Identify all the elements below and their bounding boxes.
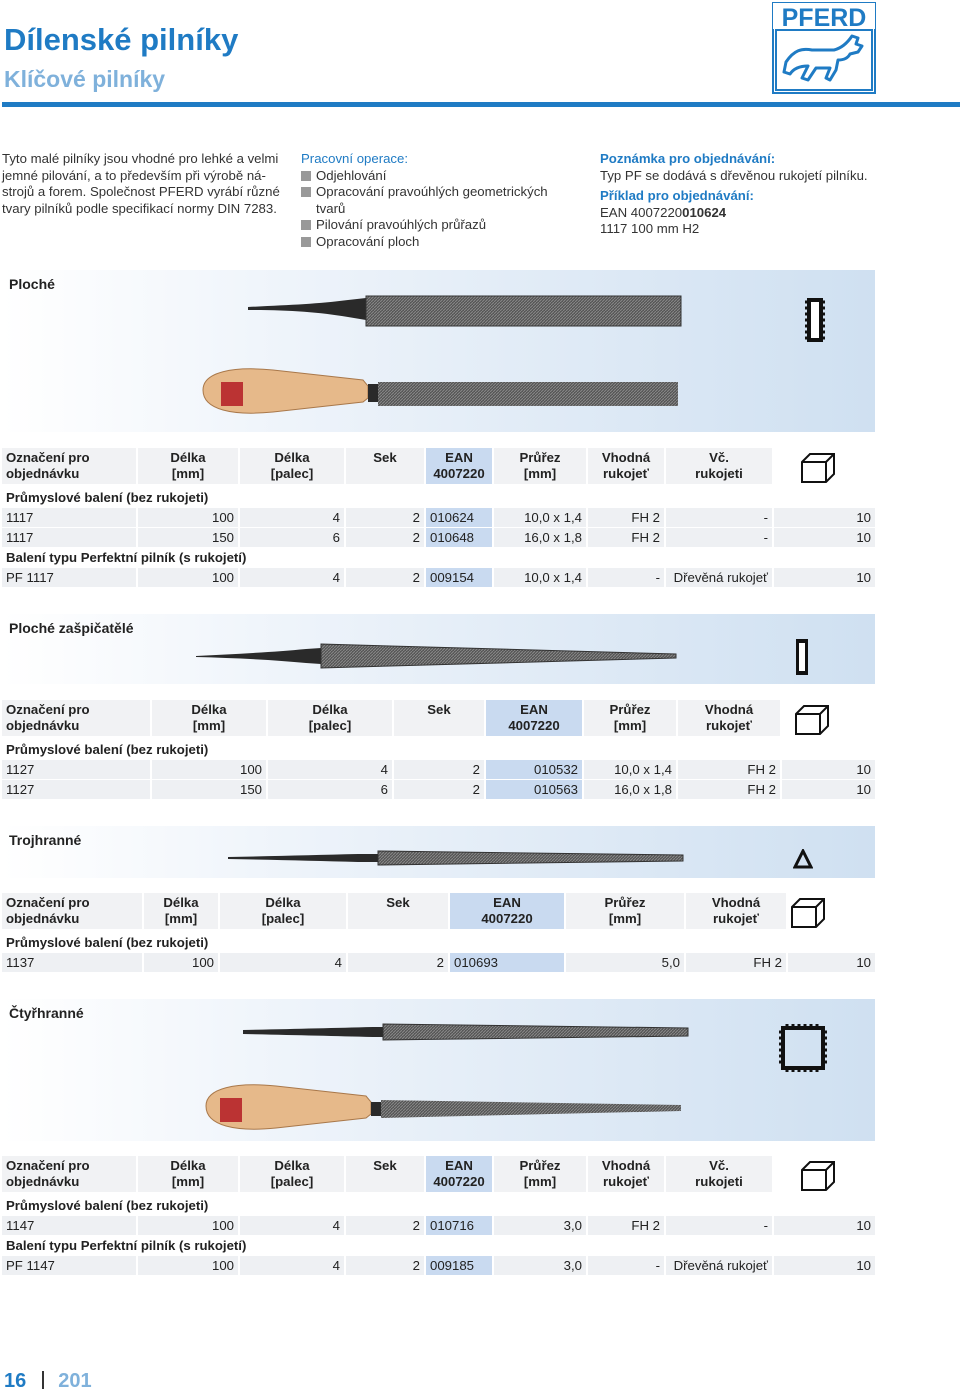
group-label: Průmyslové balení (bez rukojeti)	[6, 935, 209, 950]
table-cell: 2	[346, 1256, 424, 1275]
table-cell: 2	[346, 528, 424, 547]
table-cell: 6	[268, 780, 392, 799]
section-band-square: Čtyřhranné	[2, 999, 875, 1141]
column-header: Vhodná rukojeť	[686, 893, 786, 929]
column-header: Délka [mm]	[138, 1156, 238, 1192]
table-cell: 100	[152, 760, 266, 779]
table-cell: 16,0 x 1,8	[494, 528, 586, 547]
package-box-icon	[800, 1160, 836, 1192]
column-header: Vč. rukojeti	[666, 448, 772, 484]
square-file-with-handle-image	[196, 1078, 686, 1138]
column-header: Délka [mm]	[152, 700, 266, 736]
table-cell: FH 2	[678, 780, 780, 799]
table-cell: 100	[138, 568, 238, 587]
header-rule	[2, 102, 960, 107]
section-band-flat-taper: Ploché zašpičatělé	[2, 614, 875, 684]
column-header: Délka [palec]	[240, 448, 344, 484]
package-box-icon	[790, 897, 826, 929]
flat-taper-file-image	[196, 636, 686, 676]
bullet-square-icon	[301, 220, 311, 230]
table-cell: -	[666, 1216, 772, 1235]
operations-list: Pracovní operace: Odjehlování Opracování pravoúhlých geometrických tvarů Pilování pravoúhlých průřazů Opracování ploch	[301, 151, 548, 249]
table-cell: -	[588, 1256, 664, 1275]
column-header: Vhodná rukojeť	[678, 700, 780, 736]
page-footer	[4, 1370, 92, 1393]
section-band-triangular: Trojhranné	[2, 826, 875, 878]
column-header: Průřez [mm]	[566, 893, 684, 929]
table-cell: 010532	[486, 760, 582, 779]
table-cell: 3,0	[494, 1216, 586, 1235]
table-cell: 100	[138, 1256, 238, 1275]
table-cell: 6	[240, 528, 344, 547]
group-label: Balení typu Perfektní pilník (s rukojetí)	[6, 1238, 247, 1253]
flat-file-with-handle-image	[193, 362, 683, 422]
flat-profile-icon	[803, 296, 827, 344]
column-header: Délka [mm]	[144, 893, 218, 929]
table-cell: 100	[144, 953, 218, 972]
table-cell: 009154	[426, 568, 492, 587]
flat-file-image	[248, 290, 688, 340]
table-cell: 4	[240, 568, 344, 587]
column-header: Délka [palec]	[268, 700, 392, 736]
table-cell: -	[588, 568, 664, 587]
table-cell: 10	[782, 780, 875, 799]
table-cell: 10	[788, 953, 875, 972]
column-header: Označení pro objednávku	[2, 700, 150, 736]
column-header: Označení pro objednávku	[2, 448, 136, 484]
table-cell: 16,0 x 1,8	[584, 780, 676, 799]
table-cell: 10	[774, 568, 875, 587]
column-header: Sek	[346, 1156, 424, 1192]
square-file-image	[243, 1018, 693, 1048]
table-cell: 1127	[2, 760, 150, 779]
table-cell: 10,0 x 1,4	[494, 568, 586, 587]
flat-taper-profile-icon	[792, 637, 812, 677]
table-cell: Dřevěná rukojeť	[666, 568, 772, 587]
column-header: Označení pro objednávku	[2, 893, 142, 929]
group-label: Průmyslové balení (bez rukojeti)	[6, 490, 209, 505]
page-total: 201	[58, 1370, 92, 1392]
table-cell: FH 2	[588, 528, 664, 547]
column-header: Vhodná rukojeť	[588, 1156, 664, 1192]
table-cell: FH 2	[678, 760, 780, 779]
page-subtitle: Klíčové pilníky	[4, 66, 166, 92]
square-profile-icon	[777, 1022, 829, 1074]
table-cell: 4	[240, 1256, 344, 1275]
group-label: Balení typu Perfektní pilník (s rukojetí)	[6, 550, 247, 565]
column-header: EAN 4007220	[450, 893, 564, 929]
column-header: EAN 4007220	[486, 700, 582, 736]
page-title: Dílenské pilníky	[4, 22, 239, 57]
column-header: Průřez [mm]	[494, 448, 586, 484]
table-cell: 009185	[426, 1256, 492, 1275]
table-cell: 2	[346, 1216, 424, 1235]
table-cell: FH 2	[588, 1216, 664, 1235]
column-header: Délka [palec]	[240, 1156, 344, 1192]
page-number: 16	[4, 1370, 27, 1392]
table-cell: 4	[240, 1216, 344, 1235]
table-cell: 010648	[426, 528, 492, 547]
column-header: Vhodná rukojeť	[588, 448, 664, 484]
pferd-logo	[772, 2, 876, 94]
table-cell: 4	[268, 760, 392, 779]
table-cell: 2	[394, 760, 484, 779]
table-cell: 3,0	[494, 1256, 586, 1275]
table-cell: 010693	[450, 953, 564, 972]
table-cell: FH 2	[588, 508, 664, 527]
table-cell: 010624	[426, 508, 492, 527]
table-cell: 10	[782, 760, 875, 779]
column-header: Sek	[346, 448, 424, 484]
table-cell: 10	[774, 528, 875, 547]
column-header: EAN 4007220	[426, 1156, 492, 1192]
table-cell: Dřevěná rukojeť	[666, 1256, 772, 1275]
package-box-icon	[800, 452, 836, 484]
table-cell: 010563	[486, 780, 582, 799]
column-header: Označení pro objednávku	[2, 1156, 136, 1192]
table-cell: 1127	[2, 780, 150, 799]
bullet-square-icon	[301, 171, 311, 181]
table-cell: 150	[138, 528, 238, 547]
group-label: Průmyslové balení (bez rukojeti)	[6, 1198, 209, 1213]
table-cell: 2	[346, 508, 424, 527]
table-cell: 4	[220, 953, 346, 972]
table-cell: -	[666, 528, 772, 547]
table-cell: 150	[152, 780, 266, 799]
triangular-file-image	[228, 846, 688, 870]
table-cell: 1147	[2, 1216, 136, 1235]
column-header: EAN 4007220	[426, 448, 492, 484]
table-cell: 2	[394, 780, 484, 799]
table-cell: 1137	[2, 953, 142, 972]
column-header: Sek	[394, 700, 484, 736]
table-cell: -	[666, 508, 772, 527]
table-cell: 5,0	[566, 953, 684, 972]
table-cell: 2	[348, 953, 448, 972]
column-header: Průřez [mm]	[584, 700, 676, 736]
table-cell: 1117	[2, 508, 136, 527]
table-cell: 10	[774, 1216, 875, 1235]
table-cell: 2	[346, 568, 424, 587]
table-cell: 4	[240, 508, 344, 527]
group-label: Průmyslové balení (bez rukojeti)	[6, 742, 209, 757]
table-cell: 100	[138, 1216, 238, 1235]
table-cell: 100	[138, 508, 238, 527]
section-band-flat: Ploché	[2, 270, 875, 432]
table-cell: PF 1117	[2, 568, 136, 587]
table-cell: PF 1147	[2, 1256, 136, 1275]
column-header: Sek	[348, 893, 448, 929]
column-header: Průřez [mm]	[494, 1156, 586, 1192]
package-box-icon	[794, 704, 830, 736]
order-note: Poznámka pro objednávání: Typ PF se dodává s dřevěnou rukojetí pilníku. Příklad pro objednávání: EAN 4007220010624 1117 100 mm H2	[600, 151, 868, 236]
column-header: Délka [mm]	[138, 448, 238, 484]
footer-separator	[42, 1371, 44, 1389]
bullet-square-icon	[301, 187, 311, 197]
table-cell: 10,0 x 1,4	[584, 760, 676, 779]
svg-text:PFERD: PFERD	[781, 4, 867, 32]
column-header: Délka [palec]	[220, 893, 346, 929]
table-cell: 10	[774, 1256, 875, 1275]
column-header: Vč. rukojeti	[666, 1156, 772, 1192]
triangular-profile-icon	[793, 849, 813, 869]
table-cell: FH 2	[686, 953, 786, 972]
table-cell: 10,0 x 1,4	[494, 508, 586, 527]
table-cell: 1117	[2, 528, 136, 547]
bullet-square-icon	[301, 237, 311, 247]
intro-text: Tyto malé pilníky jsou vhodné pro lehké a velmi jemné pilování, a to především při výrobě ná- strojů a forem. Společnost PFERD vyrábí různé tvary pilníků podle specifikací normy DIN 7283.	[2, 151, 280, 216]
table-cell: 010716	[426, 1216, 492, 1235]
table-cell: 10	[774, 508, 875, 527]
